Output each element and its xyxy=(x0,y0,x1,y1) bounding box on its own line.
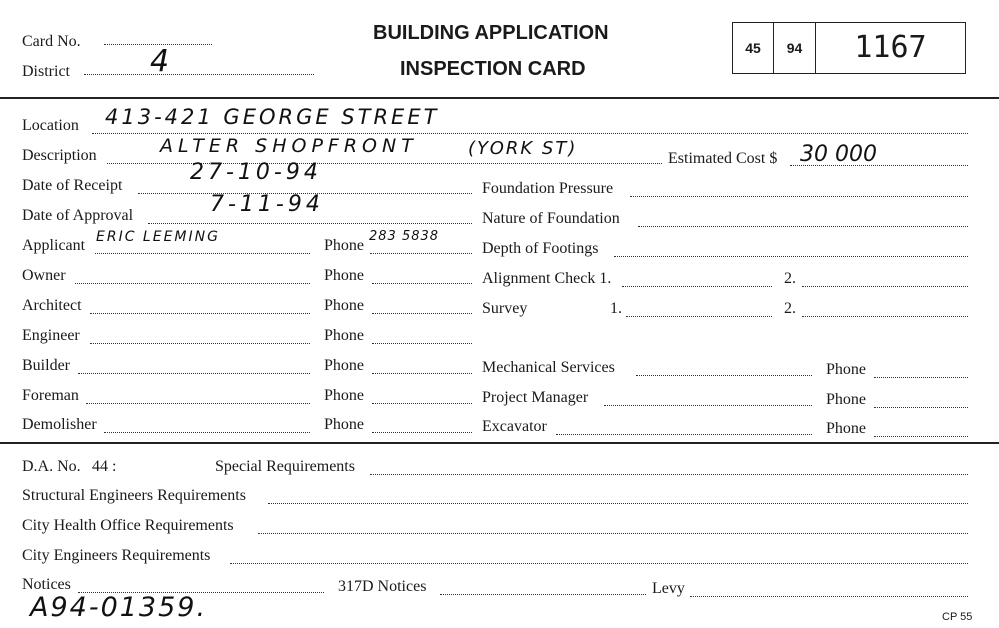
location-value: 413-421 GEORGE STREET xyxy=(105,105,440,129)
engineer-line[interactable] xyxy=(90,343,310,344)
engineer-label: Engineer xyxy=(22,327,80,344)
notices-317d-label: 317D Notices xyxy=(338,578,427,595)
mechanical-services-phone-label: Phone xyxy=(826,361,866,378)
header-rule xyxy=(0,97,999,99)
date-of-receipt-label: Date of Receipt xyxy=(22,177,123,194)
project-manager-line[interactable] xyxy=(604,405,812,406)
form-title-line2: INSPECTION CARD xyxy=(400,58,586,80)
description-note: (YORK ST) xyxy=(468,138,578,159)
card-number: 1167 xyxy=(854,30,927,65)
builder-line[interactable] xyxy=(78,373,310,374)
alignment-check-line-1[interactable] xyxy=(622,286,772,287)
survey-line-2[interactable] xyxy=(802,316,968,317)
mechanical-services-phone-line[interactable] xyxy=(874,377,968,378)
architect-phone-label: Phone xyxy=(324,297,364,314)
applicant-phone-line[interactable] xyxy=(370,253,472,254)
nature-of-foundation-label: Nature of Foundation xyxy=(482,210,620,227)
nature-of-foundation-line[interactable] xyxy=(638,226,968,227)
date-of-receipt-value: 27-10-94 xyxy=(190,160,322,185)
levy-line[interactable] xyxy=(690,596,968,597)
card-number-box xyxy=(732,22,966,74)
district-label: District xyxy=(22,63,70,80)
applicant-phone-value: 283 5838 xyxy=(369,229,440,244)
survey-line-1[interactable] xyxy=(626,316,772,317)
foreman-label: Foreman xyxy=(22,387,79,404)
builder-phone-label: Phone xyxy=(324,357,364,374)
location-line[interactable] xyxy=(92,133,968,134)
applicant-phone-label: Phone xyxy=(324,237,364,254)
demolisher-phone-label: Phone xyxy=(324,416,364,433)
da-no-label: D.A. No. xyxy=(22,458,81,475)
excavator-label: Excavator xyxy=(482,418,547,435)
district-value: 4 xyxy=(150,44,170,79)
city-health-requirements-label: City Health Office Requirements xyxy=(22,517,234,534)
estimated-cost-label: Estimated Cost $ xyxy=(668,150,778,167)
architect-line[interactable] xyxy=(90,313,310,314)
builder-label: Builder xyxy=(22,357,70,374)
card-number-year: 94 xyxy=(786,40,803,56)
alignment-check-line-2[interactable] xyxy=(802,286,968,287)
notices-label: Notices xyxy=(22,576,71,593)
city-health-requirements-line[interactable] xyxy=(258,533,968,534)
applicant-value: ERIC LEEMING xyxy=(96,229,220,245)
structural-requirements-label: Structural Engineers Requirements xyxy=(22,487,246,504)
location-label: Location xyxy=(22,117,79,134)
owner-phone-label: Phone xyxy=(324,267,364,284)
excavator-line[interactable] xyxy=(556,434,812,435)
engineer-phone-line[interactable] xyxy=(372,343,472,344)
architect-label: Architect xyxy=(22,297,82,314)
foreman-phone-label: Phone xyxy=(324,387,364,404)
description-value: ALTER SHOPFRONT xyxy=(160,135,418,157)
excavator-phone-label: Phone xyxy=(826,420,866,437)
engineer-phone-label: Phone xyxy=(324,327,364,344)
special-requirements-line[interactable] xyxy=(370,474,968,475)
foundation-pressure-line[interactable] xyxy=(630,196,968,197)
card-no-label: Card No. xyxy=(22,33,81,50)
estimated-cost-value: 30 000 xyxy=(800,142,877,167)
date-of-approval-value: 7-11-94 xyxy=(210,192,324,217)
builder-phone-line[interactable] xyxy=(372,373,472,374)
notices-317d-line[interactable] xyxy=(440,594,646,595)
demolisher-label: Demolisher xyxy=(22,416,97,433)
description-label: Description xyxy=(22,147,97,164)
date-of-approval-label: Date of Approval xyxy=(22,207,134,224)
foundation-pressure-label: Foundation Pressure xyxy=(482,180,614,197)
mechanical-services-label: Mechanical Services xyxy=(482,359,615,376)
alignment-check-2-label: 2. xyxy=(784,270,796,287)
survey-1-label: 1. xyxy=(610,300,622,317)
date-of-approval-line[interactable] xyxy=(148,223,472,224)
demolisher-phone-line[interactable] xyxy=(372,432,472,433)
structural-requirements-line[interactable] xyxy=(268,503,968,504)
da-no-value: 44 : xyxy=(92,458,117,475)
project-manager-label: Project Manager xyxy=(482,389,589,406)
foreman-line[interactable] xyxy=(86,403,310,404)
special-requirements-label: Special Requirements xyxy=(215,458,355,475)
owner-label: Owner xyxy=(22,267,66,284)
survey-2-label: 2. xyxy=(784,300,796,317)
project-manager-phone-label: Phone xyxy=(826,391,866,408)
levy-label: Levy xyxy=(652,580,685,597)
applicant-line[interactable] xyxy=(95,253,310,254)
owner-line[interactable] xyxy=(75,283,310,284)
owner-phone-line[interactable] xyxy=(372,283,472,284)
excavator-phone-line[interactable] xyxy=(874,436,968,437)
architect-phone-line[interactable] xyxy=(372,313,472,314)
depth-of-footings-label: Depth of Footings xyxy=(482,240,599,257)
reference-number: A94-01359. xyxy=(30,592,208,623)
section-rule xyxy=(0,442,999,444)
applicant-label: Applicant xyxy=(22,237,86,254)
city-engineers-requirements-line[interactable] xyxy=(230,563,968,564)
city-engineers-requirements-label: City Engineers Requirements xyxy=(22,547,211,564)
card-number-prefix: 45 xyxy=(745,40,761,56)
alignment-check-label: Alignment Check 1. xyxy=(482,270,612,287)
district-line[interactable] xyxy=(84,74,314,75)
mechanical-services-line[interactable] xyxy=(636,375,812,376)
depth-of-footings-line[interactable] xyxy=(614,256,968,257)
project-manager-phone-line[interactable] xyxy=(874,407,968,408)
form-code: CP 55 xyxy=(942,611,973,623)
form-title-line1: BUILDING APPLICATION xyxy=(373,22,609,44)
foreman-phone-line[interactable] xyxy=(372,403,472,404)
survey-label: Survey xyxy=(482,300,528,317)
demolisher-line[interactable] xyxy=(104,432,310,433)
